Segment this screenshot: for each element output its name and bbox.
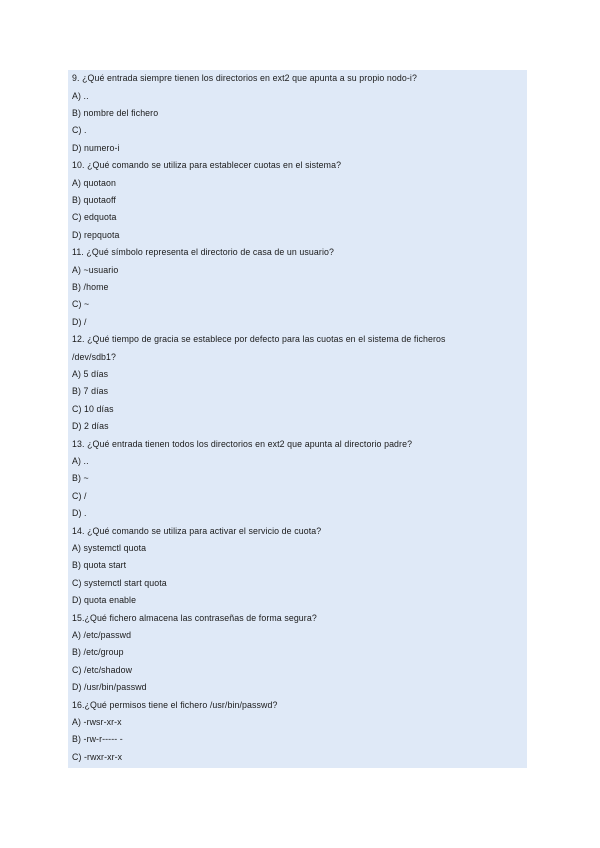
option-line: B) quota start xyxy=(72,560,127,570)
option-line: C) ~ xyxy=(72,299,90,309)
question-12: 12. ¿Qué tiempo de gracia se establece por defecto para las cuotas en el sistema de ficheros xyxy=(72,334,446,344)
option-line: D) / xyxy=(72,317,87,327)
option-line: C) . xyxy=(72,125,87,135)
option-line: C) 10 días xyxy=(72,404,114,414)
option-line: C) systemctl start quota xyxy=(72,578,167,588)
question-11: 11. ¿Qué símbolo representa el directorio de casa de un usuario? xyxy=(72,247,334,257)
option-line: A) .. xyxy=(72,456,89,466)
option-line: A) 5 días xyxy=(72,369,109,379)
question-12-cont: /dev/sdb1? xyxy=(72,352,117,362)
option-line: D) repquota xyxy=(72,230,120,240)
option-line: B) 7 días xyxy=(72,386,109,396)
question-15: 15.¿Qué fichero almacena las contraseñas de forma segura? xyxy=(72,613,317,623)
question-panel xyxy=(68,70,527,768)
option-line: C) /etc/shadow xyxy=(72,665,133,675)
option-line: D) /usr/bin/passwd xyxy=(72,682,147,692)
option-line: A) ~usuario xyxy=(72,265,119,275)
question-16: 16.¿Qué permisos tiene el fichero /usr/bin/passwd? xyxy=(72,700,278,710)
option-line: D) numero-i xyxy=(72,143,120,153)
question-13: 13. ¿Qué entrada tienen todos los directorios en ext2 que apunta al directorio padre? xyxy=(72,439,413,449)
option-line: B) ~ xyxy=(72,473,89,483)
question-14: 14. ¿Qué comando se utiliza para activar el servicio de cuota? xyxy=(72,526,322,536)
option-line: B) /etc/group xyxy=(72,647,124,657)
option-line: C) / xyxy=(72,491,87,501)
option-line: D) quota enable xyxy=(72,595,137,605)
question-9: 9. ¿Qué entrada siempre tienen los directorios en ext2 que apunta a su propio nodo-i? xyxy=(72,73,417,83)
option-line: C) -rwxr-xr-x xyxy=(72,752,123,762)
option-line: D) . xyxy=(72,508,87,518)
option-line: B) nombre del fichero xyxy=(72,108,159,118)
option-line: A) /etc/passwd xyxy=(72,630,132,640)
option-line: B) quotaoff xyxy=(72,195,116,205)
option-line: A) -rwsr-xr-x xyxy=(72,717,122,727)
option-line: B) -rw-r----- - xyxy=(72,734,123,744)
option-line: A) .. xyxy=(72,91,89,101)
option-line: A) quotaon xyxy=(72,178,117,188)
option-line: A) systemctl quota xyxy=(72,543,147,553)
option-line: B) /home xyxy=(72,282,109,292)
question-10: 10. ¿Qué comando se utiliza para establecer cuotas en el sistema? xyxy=(72,160,342,170)
option-line: C) edquota xyxy=(72,212,117,222)
option-line: D) 2 días xyxy=(72,421,109,431)
